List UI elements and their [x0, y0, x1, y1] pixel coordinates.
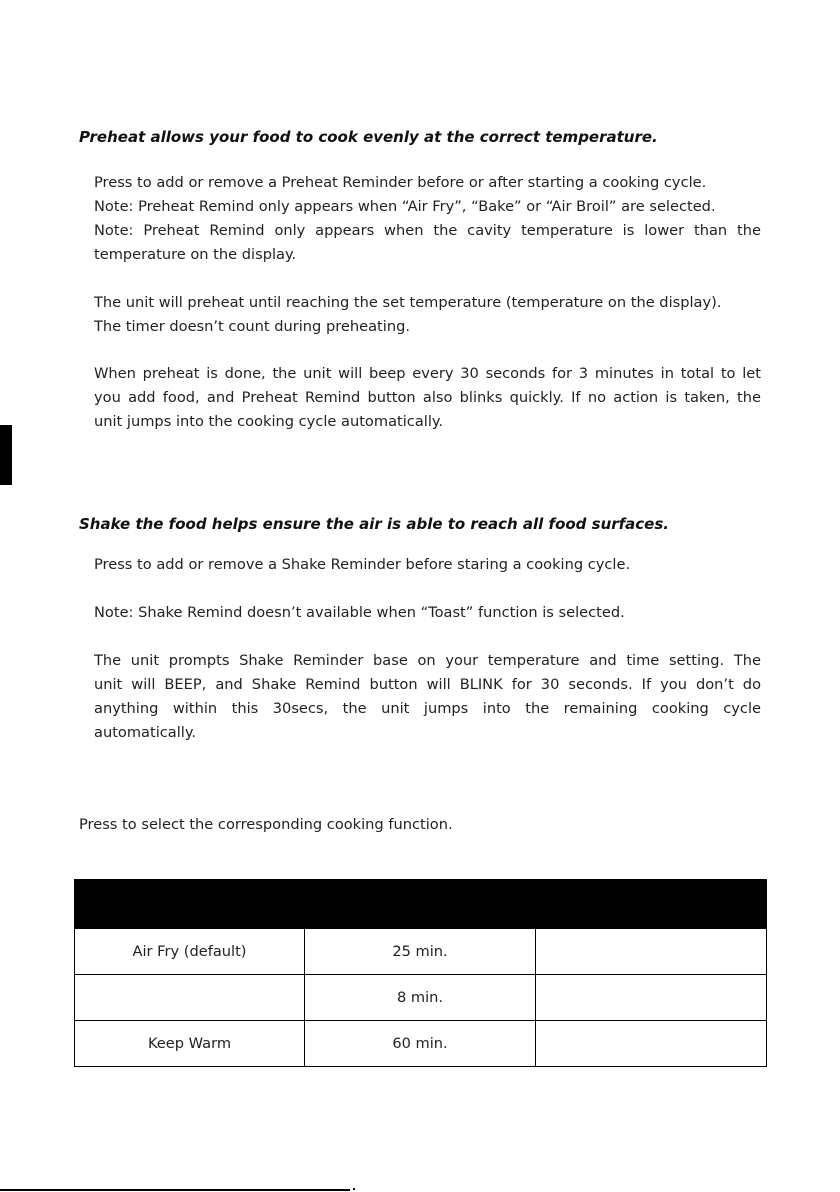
text-line: Press to add or remove a Preheat Reminder before or after starting a cooking cycle. [94, 174, 707, 191]
text-line: Note: Preheat Remind only appears when the cavity temperature is lower than the [94, 222, 761, 239]
table-header-cell [305, 880, 536, 929]
text-line: unit will BEEP, and Shake Remind button will BLINK for 30 seconds. If you don’t do [94, 676, 761, 693]
table-row [75, 929, 767, 975]
text-line: The unit prompts Shake Reminder base on your temperature and time setting. The [94, 652, 761, 669]
preheat-paragraph-3 [94, 362, 761, 434]
table-cell-function: Keep Warm [75, 1021, 305, 1067]
table-header-cell [536, 880, 767, 929]
table-cell-time: 8 min. [305, 975, 536, 1021]
section-side-tab [0, 425, 12, 485]
table-row [75, 1021, 767, 1067]
text-line: automatically. [94, 724, 197, 741]
footer-mark [353, 1188, 355, 1190]
text-line: Press to add or remove a Shake Reminder before staring a cooking cycle. [94, 556, 631, 573]
function-table [74, 879, 767, 1067]
text-line: The timer doesn’t count during preheating. [94, 318, 410, 335]
shake-paragraph-1 [94, 553, 761, 577]
table-cell-function: Air Fry (default) [75, 929, 305, 975]
preheat-paragraph-1 [94, 171, 761, 219]
text-line: Note: Preheat Remind only appears when “Air Fry”, “Bake” or “Air Broil” are selected. [94, 198, 716, 215]
function-intro: Press to select the corresponding cooking function. [79, 816, 453, 833]
preheat-note-cavity [94, 219, 761, 267]
text-line: you add food, and Preheat Remind button also blinks quickly. If no action is taken, the [94, 389, 761, 406]
text-line: unit jumps into the cooking cycle automatically. [94, 413, 444, 430]
table-header-cell [75, 880, 305, 929]
table-header-row [75, 880, 767, 929]
table-cell-empty [536, 929, 767, 975]
table-cell-time: 60 min. [305, 1021, 536, 1067]
text-line: When preheat is done, the unit will beep every 30 seconds for 3 minutes in total to let [94, 365, 761, 382]
shake-paragraph-2 [94, 601, 761, 625]
text-line: Note: Shake Remind doesn’t available when “Toast” function is selected. [94, 604, 625, 621]
table-cell-time: 25 min. [305, 929, 536, 975]
text-line: temperature on the display. [94, 246, 297, 263]
preheat-paragraph-2 [94, 291, 761, 339]
table-cell-empty [536, 975, 767, 1021]
shake-paragraph-3 [94, 649, 761, 745]
preheat-intro: Preheat allows your food to cook evenly at the correct temperature. [79, 128, 658, 146]
shake-intro: Shake the food helps ensure the air is able to reach all food surfaces. [79, 515, 669, 533]
footer-rule [0, 1189, 350, 1191]
text-line: anything within this 30secs, the unit jumps into the remaining cooking cycle [94, 700, 761, 717]
table-row [75, 975, 767, 1021]
table-cell-function [75, 975, 305, 1021]
table-cell-empty [536, 1021, 767, 1067]
text-line: The unit will preheat until reaching the set temperature (temperature on the display). [94, 294, 722, 311]
